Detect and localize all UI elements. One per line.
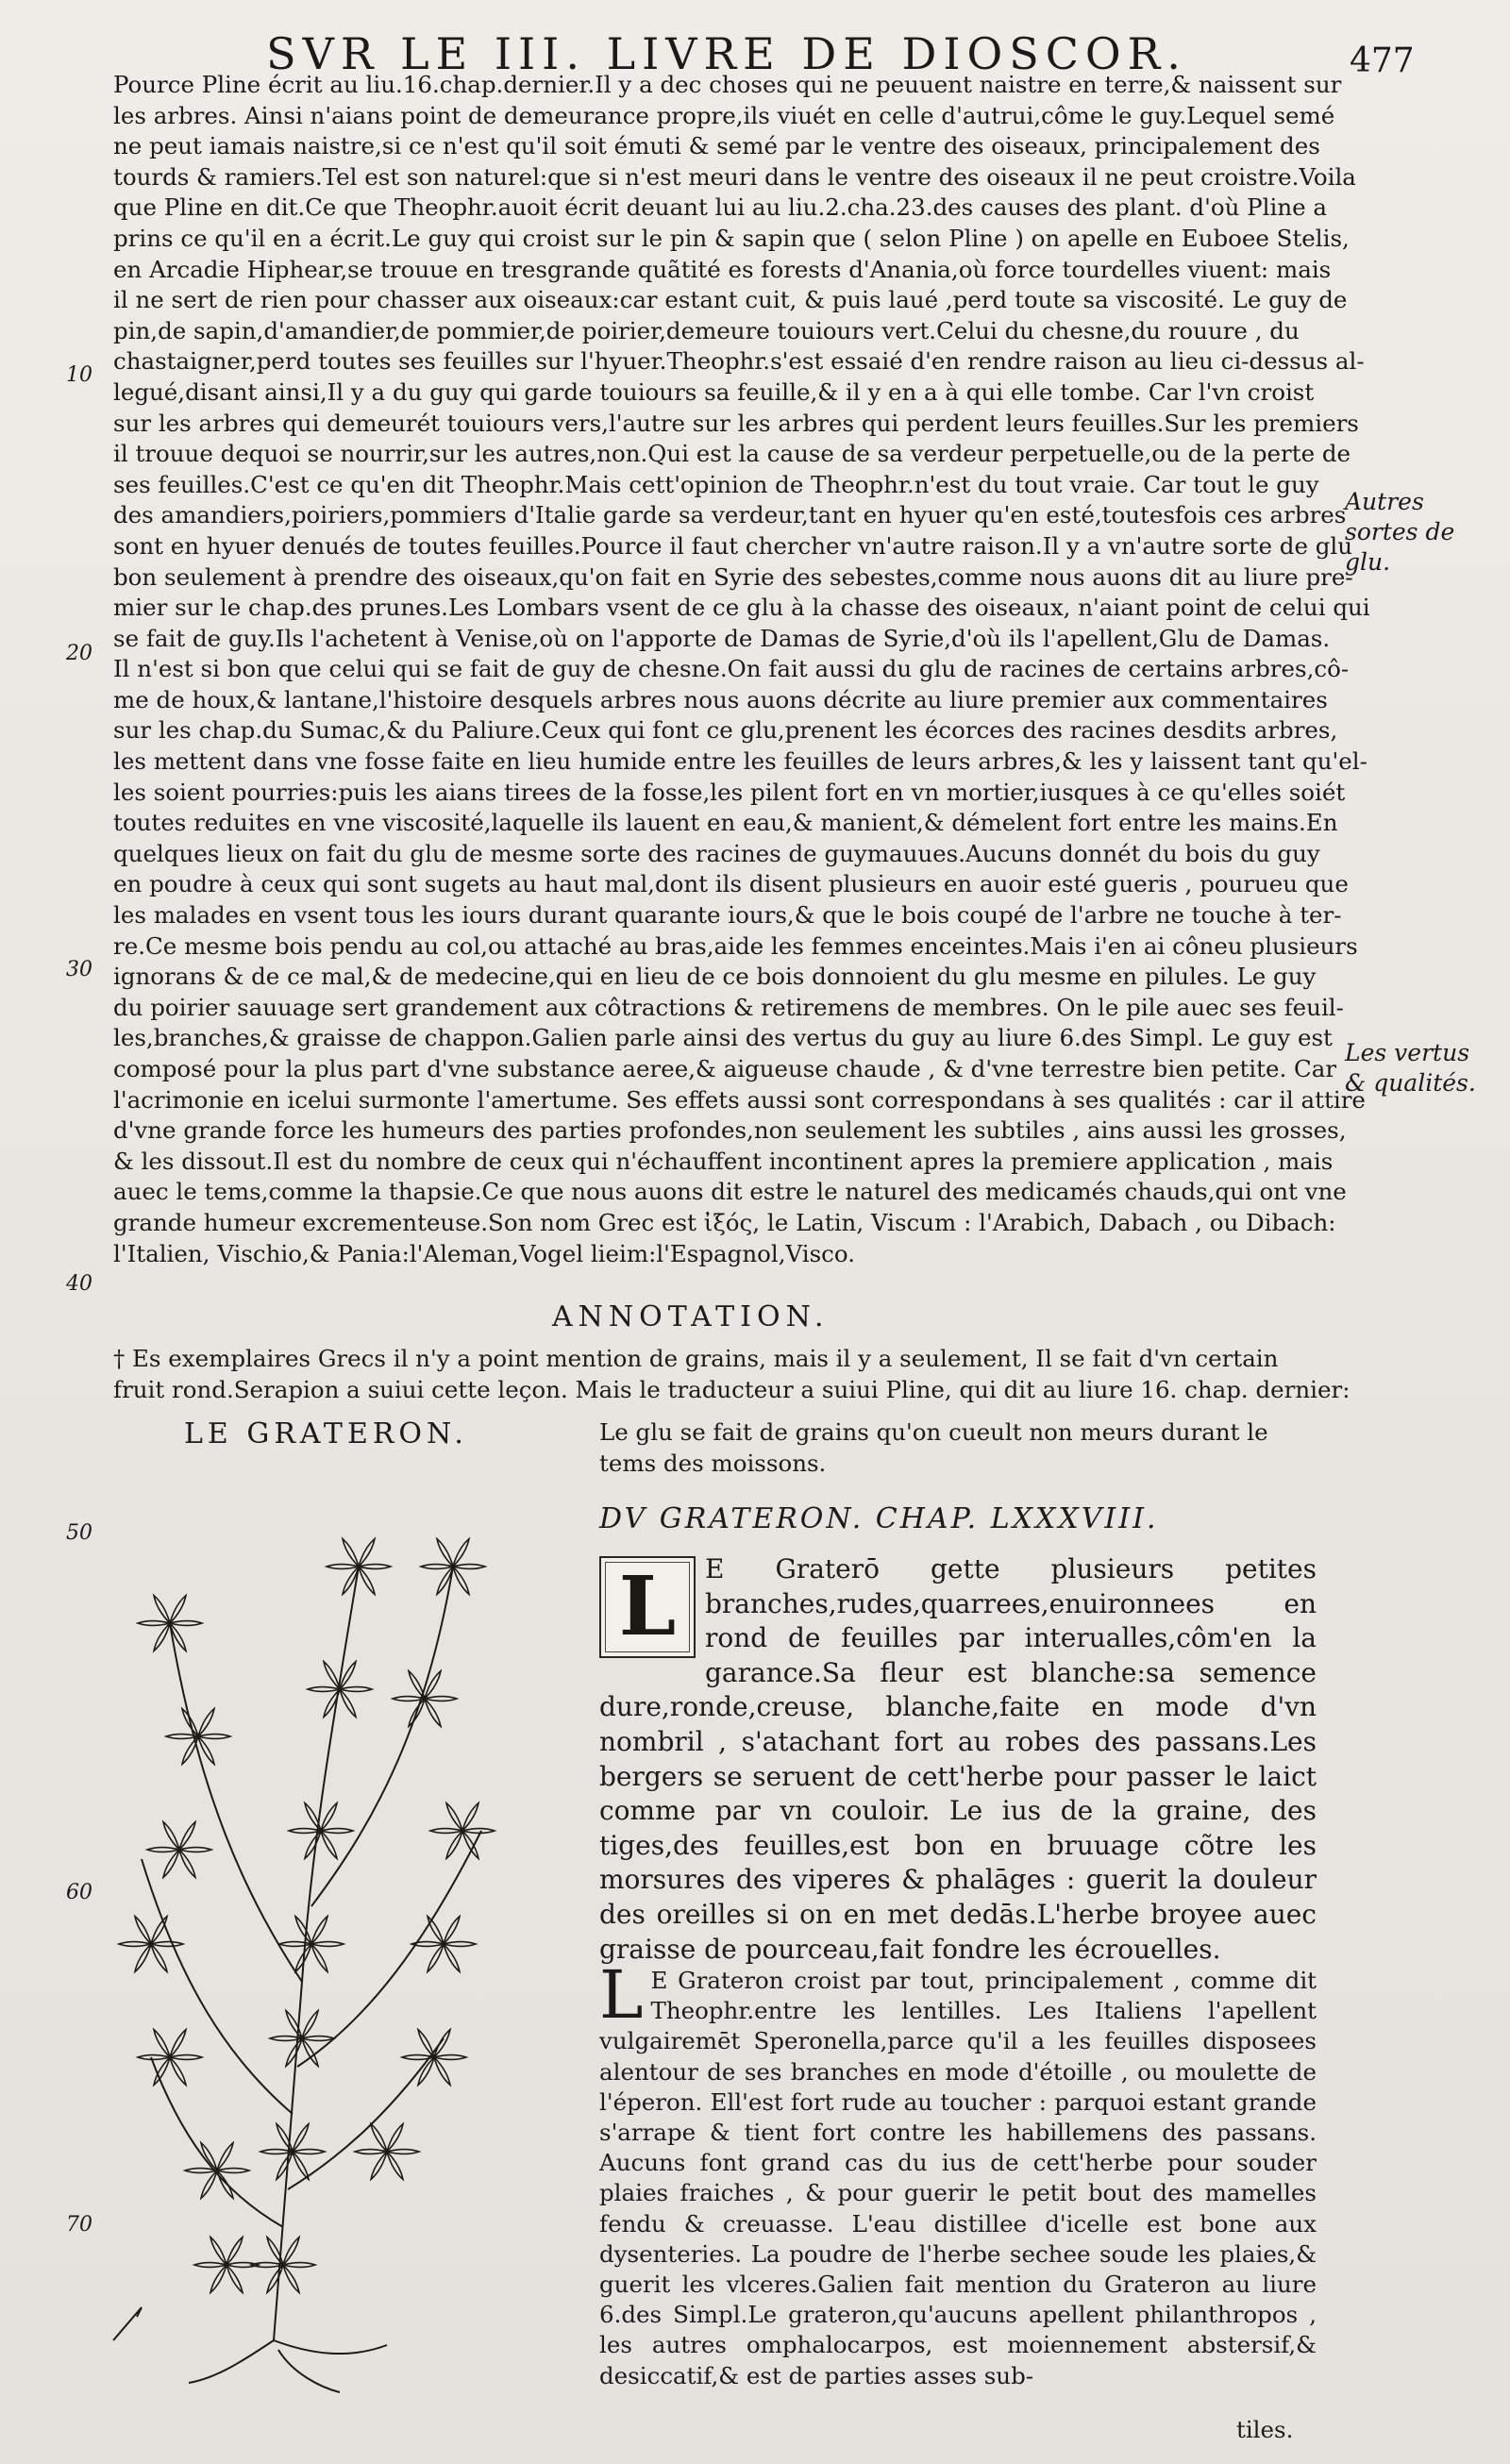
leaf-mark xyxy=(302,2037,334,2041)
leaf-mark xyxy=(359,1565,391,1569)
leaf-mark xyxy=(387,2150,419,2154)
commentary-initial: L xyxy=(599,1956,644,2034)
leaf-mark xyxy=(321,1803,337,1831)
leaf-mark xyxy=(308,1687,340,1692)
leaf-mark xyxy=(359,1567,375,1594)
leaf-mark xyxy=(387,2152,403,2179)
leaf-mark xyxy=(340,1687,372,1692)
leaf-mark xyxy=(119,1942,151,1947)
leaf-mark xyxy=(305,1831,321,1858)
leaf-mark xyxy=(210,2265,226,2292)
body-line: en Arcadie Hiphear,se trouue en tresgrande quãtité es forests d'Anania,où force tourdelles viuent: mais xyxy=(113,255,1332,283)
body-line: les malades en vsent tous les iours durant quarante iours,& que le bois coupé de l'arbre ne touche à ter- xyxy=(113,901,1342,930)
leaf-mark xyxy=(444,1917,460,1944)
leaf-mark xyxy=(425,1671,441,1699)
leaf-mark xyxy=(453,1539,469,1567)
annotation-line-3: Le glu se fait de grains qu'on cueult non meurs durant le xyxy=(599,1418,1268,1446)
leaf-mark xyxy=(277,2152,293,2179)
body-line: pin,de sapin,d'amandier,de pommier,de poirier,demeure touiours vert.Celui du chesne,du rouure , du xyxy=(113,316,1300,344)
body-line: les soient pourries:puis les aians tirees de la fosse,les pilent fort en vn mortier,iusques à ce qu'elles soiét xyxy=(113,778,1346,806)
leaf-mark xyxy=(387,2124,403,2152)
leaf-mark xyxy=(170,2030,186,2057)
leaf-mark xyxy=(355,2150,387,2154)
leaf-mark xyxy=(151,1944,167,1971)
leaf-mark xyxy=(302,2011,318,2038)
commentary-last-word: tiles. xyxy=(1236,2416,1294,2443)
body-line: il trouue dequoi se nourrir,sur les autres,non.Qui est la cause de sa verdeur perpetuelle,ou de la perte de xyxy=(113,440,1351,468)
body-line: auec le tems,comme la thapsie.Ce que nous auons dit estre le naturel des medicamés chauds,qui ont vne xyxy=(113,1178,1347,1206)
leaf-mark xyxy=(434,2057,450,2085)
leaf-mark xyxy=(154,1623,170,1651)
leaf-mark xyxy=(226,2265,243,2292)
body-line: il ne sert de rien pour chasser aux oiseaux:car estant cuit, & puis laué ,perd toute sa viscosité. Le guy de xyxy=(113,286,1348,314)
body-line: les,branches,& graisse de chappon.Galien parle ainsi des vertus du guy au liure 6.des Simpl. Le guy est xyxy=(113,1024,1333,1052)
leaf-mark xyxy=(283,2263,315,2268)
body-line: re.Ce mesme bois pendu au col,ou attaché au bras,aide les femmes enceintes.Mais i'en ai côneu plusieurs xyxy=(113,931,1358,960)
leaf-mark xyxy=(217,2171,233,2198)
leaf-mark xyxy=(393,1697,425,1701)
leaf-mark xyxy=(453,1565,485,1569)
leaf-mark xyxy=(421,1565,453,1569)
leaf-mark xyxy=(283,2238,299,2265)
line-number-70: 70 xyxy=(66,2213,92,2237)
body-line: ignorans & de ce mal,& de medecine,qui en lieu de ce bois donnoient du glu mesme en pilules. Le guy xyxy=(113,963,1317,991)
leaf-mark xyxy=(170,1596,186,1623)
body-line: ses feuilles.C'est ce qu'en dit Theophr.Mais cett'opinion de Theophr.n'est du tout vraie. Car tout le guy xyxy=(113,470,1319,498)
body-line: me de houx,& lantane,l'histoire desquels arbres nous auons décrite au liure premier aux commentaires xyxy=(113,685,1328,713)
body-line: sur les chap.du Sumac,& du Paliure.Ceux qui font ce glu,prenent les écorces des racines desdits arbres, xyxy=(113,716,1338,745)
leaf-mark xyxy=(293,2124,309,2152)
line-number-60: 60 xyxy=(66,1881,92,1904)
body-line: Pource Pline écrit au liu.16.chap.dernier.Il y a dec choses qui ne peuuent naistre en terre,& naissent sur xyxy=(113,71,1342,98)
leaf-mark xyxy=(179,1822,195,1850)
leaf-mark xyxy=(428,1944,444,1971)
body-line: ne peut iamais naistre,si ce n'est qu'il soit émuti & semé par le ventre des oiseaux, principalement des xyxy=(113,132,1320,160)
leaf-mark xyxy=(371,2152,387,2179)
margin-note-glu: Autres sortes de glu. xyxy=(1345,488,1455,576)
line-number-50: 50 xyxy=(66,1521,92,1545)
leaf-mark xyxy=(179,1850,195,1877)
body-line: l'acrimonie en icelui surmonte l'amertume. Ses effets aussi sont correspondans à ses qualités : car il attire xyxy=(113,1085,1366,1114)
leaf-mark xyxy=(170,2055,202,2060)
leaf-mark xyxy=(194,2263,226,2268)
commentary-paragraph: E Grateron croist par tout, principalement , comme dit Theophr.entre les lentilles. Les Italiens l'apellent vulgairemēt Speronella,parce qu'il a les feuilles disposees alentour de ses branches en mode d'étoille , ou moulette de l'éperon. Ell'est fort rude au toucher : parquoi estant grande s'arrape & tient fort contre les habillemens des passans. Aucuns font grand cas du ius de cett'herbe pour souder plaies fraiches , & pour guerir le petit bout des mamelles fendu & creuasse. L'eau distillee d'icelle est bone aux dysenteries. La poudre de l'herbe sechee soude les plaies,& guerit les vlceres.Galien fait mention du Grateron au liure 6.des Simpl.Le grateron,qu'aucuns apellent philanthropos , les autres omphalocarpos, est moiennement abstersif,& desiccatif,& est de parties asses sub- xyxy=(599,1967,1317,2389)
body-line: que Pline en dit.Ce que Theophr.auoit écrit deuant lui au liu.2.cha.23.des causes des plant. d'où Pline a xyxy=(113,193,1327,222)
leaf-mark xyxy=(321,1829,353,1834)
line-number-30: 30 xyxy=(66,958,92,981)
leaf-mark xyxy=(283,2265,299,2292)
leaf-mark xyxy=(462,1831,478,1858)
leaf-mark xyxy=(198,1709,214,1736)
leaf-mark xyxy=(154,2030,170,2057)
leaf-mark xyxy=(217,2169,249,2173)
body-line: Il n'est si bon que celui qui se fait de guy de chesne.On fait aussi du glu de racines de certains arbres,cô- xyxy=(113,655,1350,683)
body-line: sur les arbres qui demeurét touiours vers,l'autre sur les arbres qui perdent leurs feuilles.Sur les premiers xyxy=(113,409,1359,437)
leaf-mark xyxy=(185,2169,217,2173)
body-line: legué,disant ainsi,Il y a du guy qui garde touiours sa feuille,& il y en a à qui elle tombe. Car l'vn croist xyxy=(113,377,1315,406)
chapter-paragraph: E Graterō gette plusieurs petites branches,rudes,quarrees,enuironnees en rond de feuilles par interualles,côm'en la garance.Sa fleur est blanche:sa semence dure,ronde,creuse, blanche,faite en mode d'vn nombril , s'atachant fort au robes des passans.Les bergers se seruent de cett'herbe pour passer le laict comme par vn couloir. Le ius de la graine, des tiges,des feuilles,est bon en bruuage cõtre les morsures des viperes & phalāges : guerit la douleur des oreilles si on en met dedās.L'herbe broyee auec graisse de pourceau,fait fondre les écrouelles. xyxy=(599,1553,1317,1965)
body-line: bon seulement à prendre des oiseaux,qu'on fait en Syrie des sebestes,comme nous auons dit au liure pre- xyxy=(113,562,1353,591)
leaf-mark xyxy=(428,1917,444,1944)
body-line: prins ce qu'il en a écrit.Le guy qui croist sur le pin & sapin que ( selon Pline ) on apelle en Euboee Stelis, xyxy=(113,224,1350,252)
annotation-text xyxy=(113,1344,1351,1405)
leaf-mark xyxy=(434,2030,450,2057)
leaf-mark xyxy=(453,1567,469,1594)
body-line: en poudre à ceux qui sont sugets au haut mal,dont ils disent plusieurs en auoir esté gueris , pourueu que xyxy=(113,870,1349,898)
leaf-mark xyxy=(295,1917,311,1944)
leaf-mark xyxy=(324,1662,340,1689)
leaf-mark xyxy=(201,2171,217,2198)
body-line: toutes reduites en vne viscosité,laquelle ils lauent en eau,& manient,& démelent fort entre les mains.En xyxy=(113,809,1338,837)
leaf-mark xyxy=(446,1831,462,1858)
body-line: chastaigner,perd toutes ses feuilles sur l'hyuer.Theophr.s'est essaié d'en rendre raison au lieu ci-dessus al- xyxy=(113,347,1365,376)
figure-label: LE GRATERON. xyxy=(184,1417,468,1450)
leaf-mark xyxy=(311,1944,327,1971)
body-line: l'Italien, Vischio,& Pania:l'Aleman,Vogel lieim:l'Espagnol,Visco. xyxy=(113,1239,855,1267)
leaf-mark xyxy=(321,1831,337,1858)
leaf-mark xyxy=(151,1917,167,1944)
leaf-mark xyxy=(434,2055,466,2060)
body-line: d'vne grande force les humeurs des parties profondes,non seulement les subtiles , ains aussi les grosses, xyxy=(113,1116,1347,1145)
annotation-title: ANNOTATION. xyxy=(552,1300,830,1333)
body-line: se fait de guy.Ils l'achetent à Venise,où on l'apporte de Damas de Syrie,d'où ils l'apellent,Glu de Damas. xyxy=(113,624,1331,652)
leaf-mark xyxy=(462,1829,495,1834)
leaf-mark xyxy=(170,2057,186,2085)
leaf-mark xyxy=(251,2263,283,2268)
body-line: du poirier sauuage sert grandement aux côtractions & retiremens de membres. On le pile auec ses feuil- xyxy=(113,993,1344,1021)
annotation-continuation xyxy=(599,1417,1321,1479)
leaf-mark xyxy=(279,1942,311,1947)
body-line: les mettent dans vne fosse faite en lieu humide entre les feuilles de leurs arbres,& les y laissent tant qu'el- xyxy=(113,747,1367,776)
body-line: composé pour la plus part d'vne substance aeree,& aigueuse chaude , & d'vne terrestre bien petite. Car xyxy=(113,1055,1337,1082)
leaf-mark xyxy=(170,1621,202,1626)
leaf-mark xyxy=(444,1942,476,1947)
body-line: sont en hyuer denués de toutes feuilles.Pource il faut chercher vn'autre raison.Il y a vn'autre sorte de glu xyxy=(113,531,1353,560)
leaf-mark xyxy=(267,2265,283,2292)
leaf-mark xyxy=(327,1565,359,1569)
leaf-mark xyxy=(151,1942,183,1947)
leaf-mark xyxy=(289,1829,321,1834)
margin-note-vertus: Les vertus & qualités. xyxy=(1345,1039,1476,1097)
commentary-text xyxy=(599,1956,1317,2391)
leaf-mark xyxy=(430,1829,462,1834)
leaf-mark xyxy=(154,1596,170,1623)
leaf-mark xyxy=(462,1803,478,1831)
leaf-mark xyxy=(293,2152,309,2179)
leaf-mark xyxy=(226,2238,243,2265)
leaf-mark xyxy=(371,2124,387,2152)
leaf-mark xyxy=(286,2038,302,2066)
page-number: 477 xyxy=(1350,42,1415,80)
leaf-mark xyxy=(311,1942,344,1947)
leaf-mark xyxy=(138,2055,170,2060)
body-line: quelques lieux on fait du glu de mesme sorte des racines de guymauues.Aucuns donnét du bois du guy xyxy=(113,839,1320,867)
leaf-mark xyxy=(135,1917,151,1944)
leaf-mark xyxy=(147,1848,179,1852)
annotation-line-2: fruit rond.Serapion a suiui cette leçon. Mais le traducteur a suiui Pline, qui dit au liure 16. chap. dernier: xyxy=(113,1375,1351,1403)
decorated-initial: L xyxy=(599,1556,696,1658)
leaf-mark xyxy=(179,1848,211,1852)
annotation-line-1: † Es exemplaires Grecs il n'y a point mention de grains, mais il y a seulement, Il se fait d'vn certain xyxy=(113,1345,1279,1372)
leaf-mark xyxy=(138,1621,170,1626)
main-text-block xyxy=(113,70,1370,1269)
grateron-woodcut-illustration xyxy=(85,1453,576,2397)
leaf-mark xyxy=(343,1539,359,1567)
leaf-mark xyxy=(293,2150,325,2154)
leaf-mark xyxy=(198,1735,230,1739)
leaf-mark xyxy=(210,2238,226,2265)
leaf-mark xyxy=(163,1850,179,1877)
body-line: tourds & ramiers.Tel est son naturel:que si n'est meuri dans le ventre des oiseaux il ne peut croistre.Voila xyxy=(113,162,1356,191)
body-line: grande humeur excrementeuse.Son nom Grec est ἰξός, le Latin, Viscum : l'Arabich, Dabach , ou Dibach: xyxy=(113,1208,1336,1236)
annotation-line-4: tems des moissons. xyxy=(599,1449,827,1477)
leaf-mark xyxy=(135,1944,151,1971)
leaf-mark xyxy=(311,1917,327,1944)
leaf-mark xyxy=(359,1539,375,1567)
chapter-title: DV GRATERON. CHAP. LXXXVIII. xyxy=(599,1502,1159,1535)
line-number-20: 20 xyxy=(66,642,92,665)
body-line: & les dissout.Il est du nombre de ceux qui n'échauffent incontinent apres la premiere application , mais xyxy=(113,1147,1334,1175)
leaf-mark xyxy=(163,1822,179,1850)
leaf-mark xyxy=(425,1697,457,1701)
leaf-mark xyxy=(437,1539,453,1567)
leaf-mark xyxy=(340,1689,356,1717)
body-line: mier sur le chap.des prunes.Les Lombars vsent de ce glu à la chasse des oiseaux, n'aiant point de celui qui xyxy=(113,594,1370,622)
running-header: SVR LE III. LIVRE DE DIOSCOR. xyxy=(266,28,1187,79)
body-line: des amandiers,poiriers,pommiers d'Italie garde sa verdeur,tant en hyuer qu'en esté,toutesfois ces arbres xyxy=(113,501,1347,529)
leaf-mark xyxy=(444,1944,460,1971)
leaf-mark xyxy=(446,1803,462,1831)
line-number-40: 40 xyxy=(66,1272,92,1296)
plant-drawing xyxy=(85,1453,576,2397)
leaf-mark xyxy=(425,1699,441,1726)
leaf-mark xyxy=(217,2143,233,2171)
chapter-text xyxy=(599,1552,1317,1967)
body-line: les arbres. Ainsi n'aians point de demeurance propre,ils viuét en celle d'autrui,côme le guy.Lequel semé xyxy=(113,101,1335,129)
leaf-mark xyxy=(226,2263,259,2268)
line-number-10: 10 xyxy=(66,363,92,387)
